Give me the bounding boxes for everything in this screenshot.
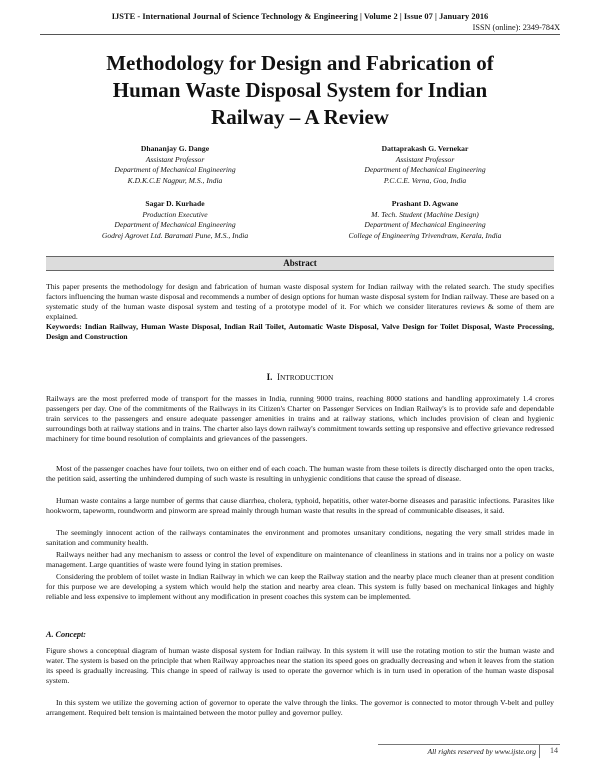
author-role: Production Executive bbox=[142, 209, 208, 219]
author-name: Dhananjay G. Dange bbox=[140, 144, 210, 153]
title-line: Railway – A Review bbox=[211, 105, 389, 129]
footer-rights: All rights reserved by www.ijste.org bbox=[427, 747, 536, 756]
abstract-heading-bar bbox=[46, 256, 554, 271]
author-org: College of Engineering Trivendram, Kerala, India bbox=[348, 230, 502, 240]
paragraph: Railways neither had any mechanism to assess or control the level of expenditure on maintenance of cleanliness in stations and in trains nor a policy on waste management. Large quantities of waste were found lying in station premises. bbox=[46, 550, 554, 569]
paragraph: In this system we utilize the governing action of governor to operate the valve through the links. The governor is connected to motor through V-belt and pulley arrangement. Required belt tension is maintained between the motor pulley and governor pulley. bbox=[46, 698, 554, 717]
author-block bbox=[45, 144, 305, 186]
author-org: K.D.K.C.E Nagpur, M.S., India bbox=[127, 175, 223, 185]
author-org: P.C.C.E. Verna, Goa, India bbox=[383, 175, 467, 185]
footer-divider bbox=[378, 744, 560, 745]
title-line: Methodology for Design and Fabrication of bbox=[106, 51, 494, 75]
author-role: M. Tech. Student (Machine Design) bbox=[371, 209, 479, 219]
abstract-body: This paper presents the methodology for design and fabrication of human waste disposal system for Indian railway with the related search. The study specifies factors influencing the human waste disposal and recommends a number of design options for human waste disposal system for Indian railway. These are based on a systematic study of the human waste disposal system and testing of a prototype model of it. For which we consider literatures reviews & some of them are explained. bbox=[46, 282, 554, 321]
section-title-rest: NTRODUCTION bbox=[279, 373, 334, 382]
header-divider bbox=[40, 34, 560, 35]
author-name: Prashant D. Agwane bbox=[391, 199, 459, 208]
abstract-heading: Abstract bbox=[283, 258, 317, 268]
title-line: Human Waste Disposal System for Indian bbox=[112, 78, 488, 102]
author-name: Dattaprakash G. Vernekar bbox=[381, 144, 469, 153]
section-number: I. bbox=[266, 372, 273, 382]
author-name: Sagar D. Kurhade bbox=[145, 199, 205, 208]
author-dept: Department of Mechanical Engineering bbox=[364, 165, 486, 175]
author-block bbox=[295, 199, 555, 241]
page-number: 14 bbox=[539, 744, 558, 758]
paragraph: Considering the problem of toilet waste in Indian Railway in which we can keep the Railway station and the nearby place much cleaner than at present condition for this purpose we are developing a system which would help the station and nearby area clean. This system is fully based on mechanical linkages and highly reliable and less expensive to implement without any modification in present coaches this system can be implemented. bbox=[46, 572, 554, 601]
issn: ISSN (online): 2349-784X bbox=[472, 23, 560, 32]
author-dept: Department of Mechanical Engineering bbox=[114, 220, 236, 230]
paragraph: The seemingly innocent action of the railways contaminates the environment and promotes unsanitary conditions, negating the very small strides made in sanitation and community health. bbox=[46, 528, 554, 547]
author-dept: Department of Mechanical Engineering bbox=[364, 220, 486, 230]
paragraph: Figure shows a conceptual diagram of human waste disposal system for Indian railway. In this system it will use the rotating motion to stir the human waste and water. The system is based on the principle that when Railway approaches near the station its speed goes on gradually decreasing and when it leaves from the station its speed is gradually increasing. This change in speed of railway is used to operate the governor which is in turn used in operation of the human waste disposal system. bbox=[46, 646, 554, 685]
author-block bbox=[45, 199, 305, 241]
author-role: Assistant Professor bbox=[395, 154, 455, 164]
author-dept: Department of Mechanical Engineering bbox=[114, 165, 236, 175]
journal-header: IJSTE - International Journal of Science Technology & Engineering | Volume 2 | Issue 07 | January 2016 bbox=[111, 12, 489, 21]
author-block bbox=[295, 144, 555, 186]
section-title-initial: I bbox=[276, 372, 280, 382]
author-org: Godrej Agrovet Ltd. Baramati Pune, M.S., India bbox=[101, 230, 249, 240]
abstract-text bbox=[46, 282, 554, 342]
paragraph: Railways are the most preferred mode of transport for the masses in India, running 9000 trains, reaching 8000 stations and handling approximately 1.4 crores passengers per day. One of the commitments of the Railways in its Citizen's Charter on Passenger Services on Indian Railway's is to provide safe and dependable train services to the passengers and ensure adequate passenger amenities in trains and at railway stations, which includes provision of clean and hygienic surroundings both at railway stations and in trains. The charter also lays down railway's commitment towards setting up responsive and effective grievance redressed machinery for time bound resolution of complaints and grievances of the passengers. bbox=[46, 394, 554, 443]
paper-title bbox=[40, 50, 560, 131]
paragraph: Most of the passenger coaches have four toilets, two on either end of each coach. The human waste from these toilets is directly discharged onto the open tracks, the petition said, asserting the unhindered dumping of such waste is resulting in unhygienic conditions that cause the spread of disease. bbox=[46, 464, 554, 483]
paragraph: Human waste contains a large number of germs that cause diarrhea, cholera, typhoid, hepatitis, other water-borne diseases and parasitic infections. Parasites like hookworm, tapeworm, roundworm and pinworm are spread mainly through human waste that results in the spread of communicable diseases, it said. bbox=[46, 496, 554, 515]
section-heading bbox=[0, 371, 600, 384]
subsection-heading: A. Concept: bbox=[46, 630, 87, 639]
author-role: Assistant Professor bbox=[145, 154, 205, 164]
keywords: Keywords: Indian Railway, Human Waste Disposal, Indian Rail Toilet, Automatic Waste Disposal, Valve Design for Toilet Disposal, Waste Processing, Design and Construction bbox=[46, 322, 554, 341]
